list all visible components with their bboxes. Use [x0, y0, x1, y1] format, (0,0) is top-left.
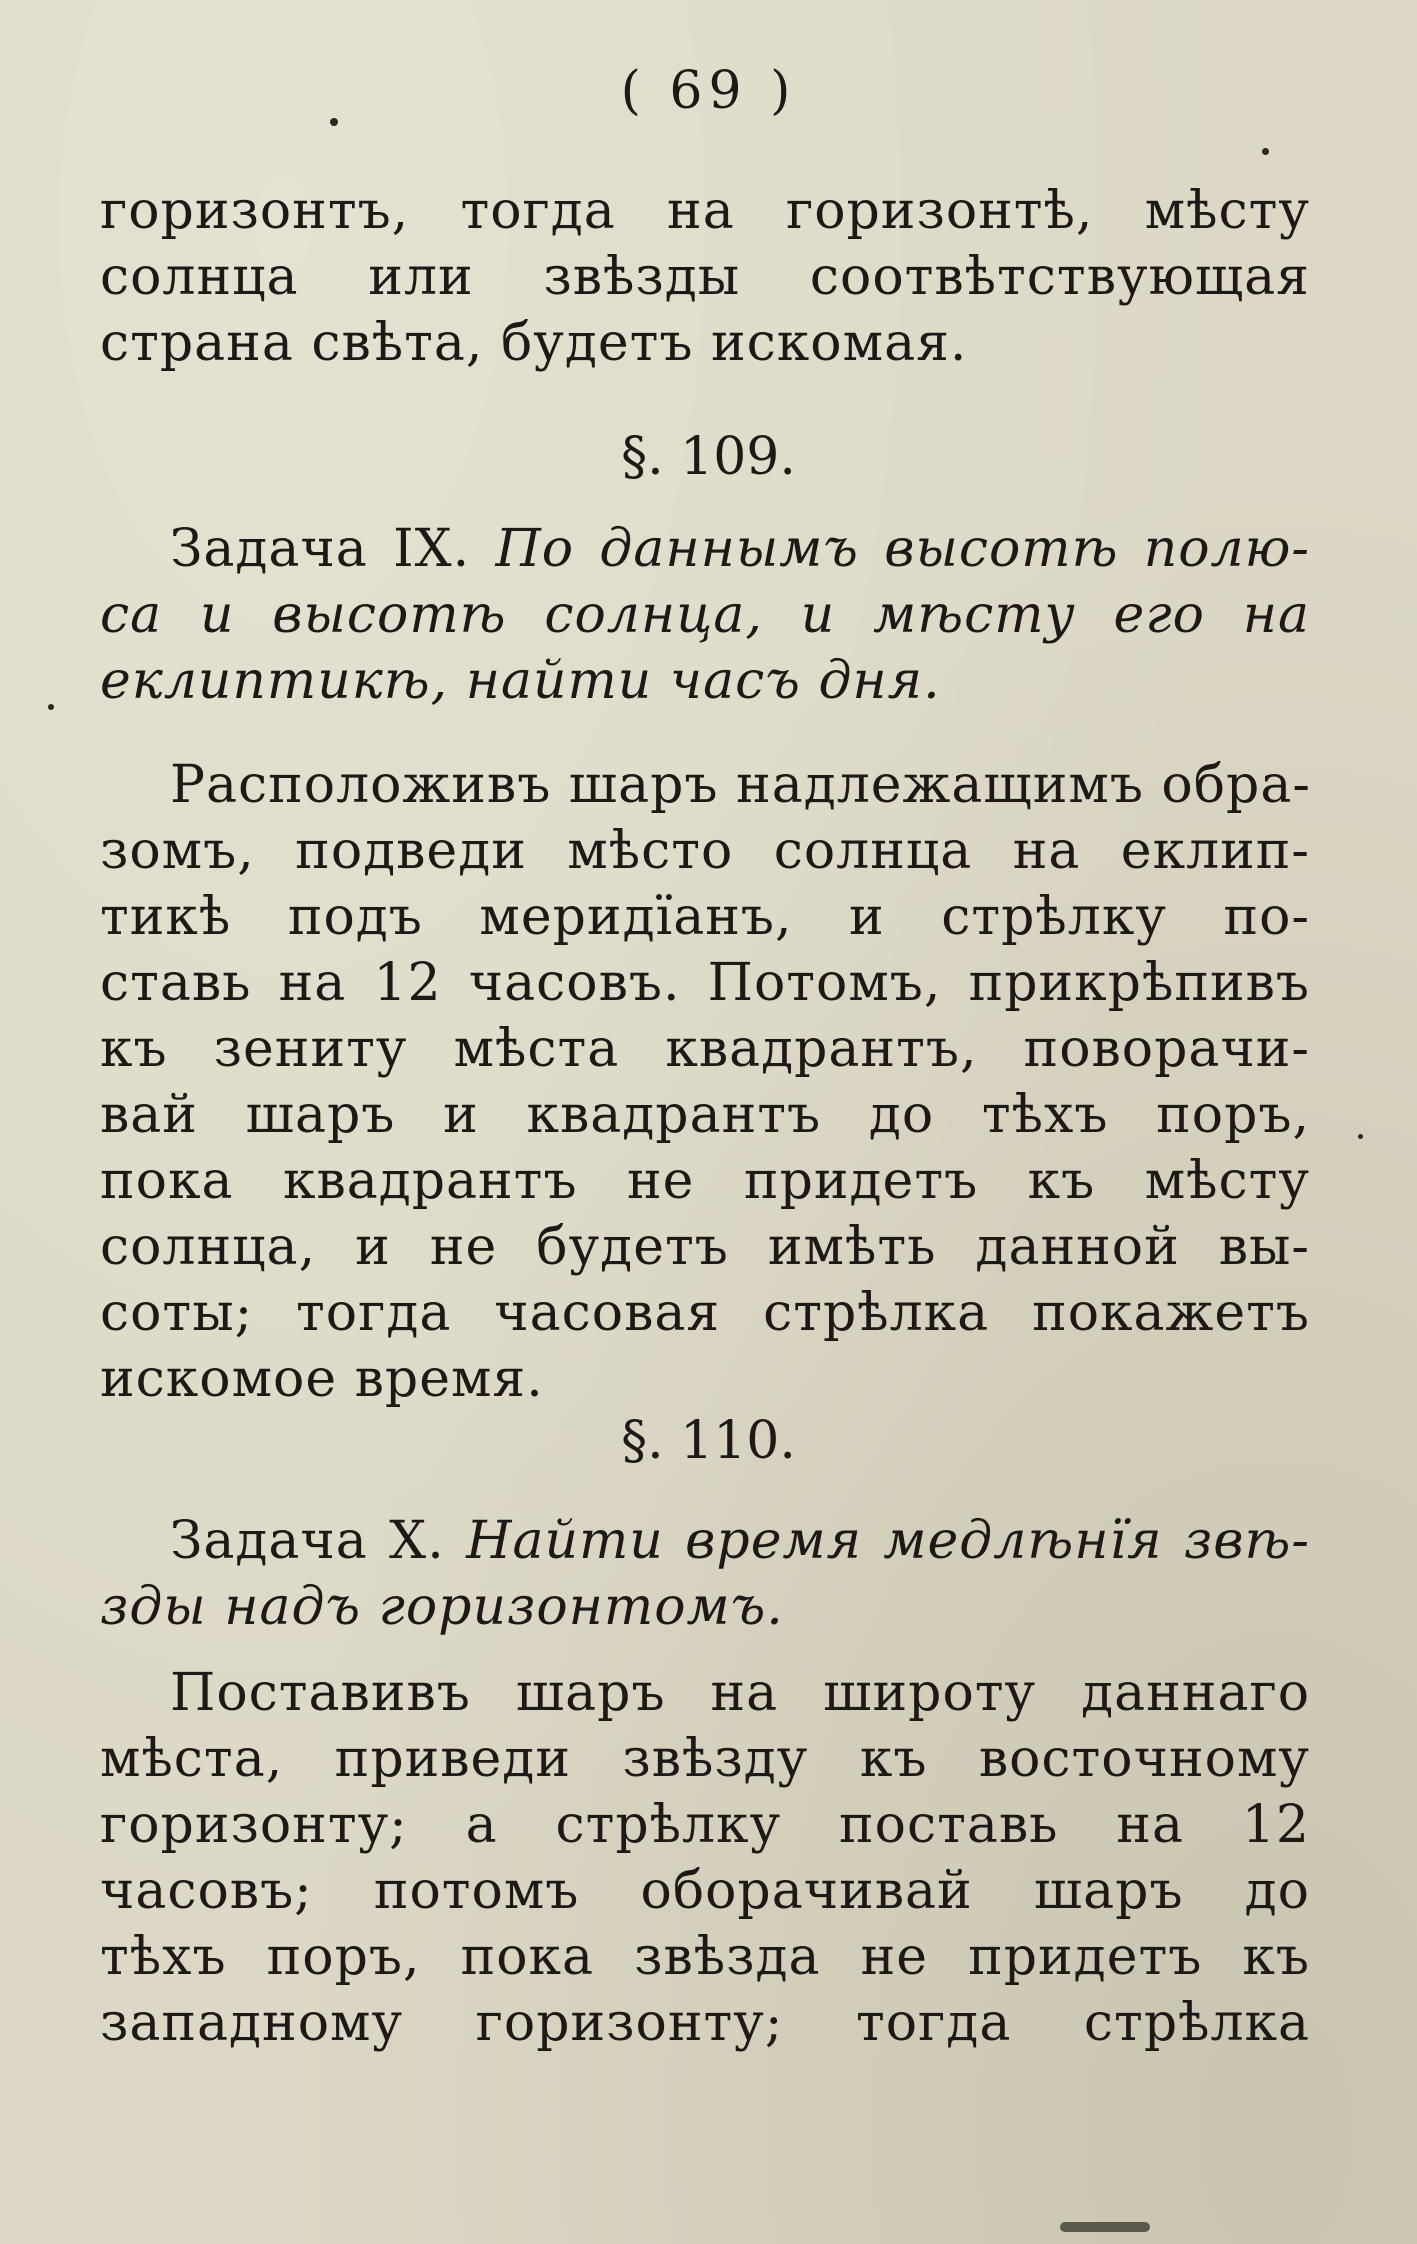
- paper-speck: [1060, 2222, 1150, 2232]
- section-number: §. 110.: [621, 1411, 796, 1471]
- task-title: По даннымъ высотѣ полю-: [495, 519, 1311, 579]
- task-title-line: зды надъ горизонтомъ.: [100, 1577, 784, 1637]
- text-line: вай шаръ и квадрантъ до тѣхъ поръ,: [100, 1085, 1310, 1145]
- paper-speck: [1262, 148, 1269, 155]
- text-line: часовъ; потомъ оборачивай шаръ до: [100, 1861, 1310, 1921]
- text-line: тѣхъ поръ, пока звѣзда не придетъ къ: [100, 1927, 1310, 1987]
- text-line: солнца, и не будетъ имѣть данной вы-: [100, 1217, 1310, 1277]
- text-line: зомъ, подведи мѣсто солнца на еклип-: [100, 821, 1310, 881]
- paper-speck: [1358, 1134, 1363, 1139]
- text-line: западному горизонту; тогда стрѣлка: [100, 1993, 1310, 2053]
- task-title-line: еклиптикѣ, найти часъ дня.: [100, 651, 941, 711]
- text-line: къ зениту мѣста квадрантъ, поворачи-: [100, 1019, 1310, 1079]
- text-line: солнца или звѣзды соотвѣтствующая: [100, 247, 1310, 307]
- task-label: Задача X.: [170, 1511, 445, 1571]
- page-number: ( 69 ): [620, 61, 797, 121]
- text-line: пока квадрантъ не придетъ къ мѣсту: [100, 1151, 1310, 1211]
- task-title-line: са и высотѣ солнца, и мѣсту его на: [100, 585, 1310, 645]
- text-line: Расположивъ шаръ надлежащимъ обра-: [170, 755, 1311, 815]
- task-heading-line: [170, 516, 1310, 582]
- text-line: мѣста, приведи звѣзду къ восточному: [100, 1729, 1310, 1789]
- task-title: Найти время медлѣнїя звѣ-: [466, 1511, 1310, 1571]
- text-line: ставь на 12 часовъ. Потомъ, прикрѣпивъ: [100, 953, 1310, 1013]
- task-label: Задача IX.: [170, 519, 471, 579]
- text-line: Поставивъ шаръ на широту даннаго: [170, 1663, 1310, 1723]
- text-line: соты; тогда часовая стрѣлка покажетъ: [100, 1283, 1310, 1343]
- text-line: искомое время.: [100, 1349, 544, 1409]
- section-number: §. 109.: [621, 427, 796, 487]
- text-line: горизонту; а стрѣлку поставь на 12: [100, 1795, 1310, 1855]
- task-heading-line: [170, 1508, 1310, 1574]
- text-line: тикѣ подъ меридїанъ, и стрѣлку по-: [100, 887, 1310, 947]
- paper-speck: [48, 704, 54, 710]
- paper-speck: [330, 118, 338, 126]
- text-line: страна свѣта, будетъ искомая.: [100, 313, 968, 373]
- text-line: горизонтъ, тогда на горизонтѣ, мѣсту: [100, 181, 1310, 241]
